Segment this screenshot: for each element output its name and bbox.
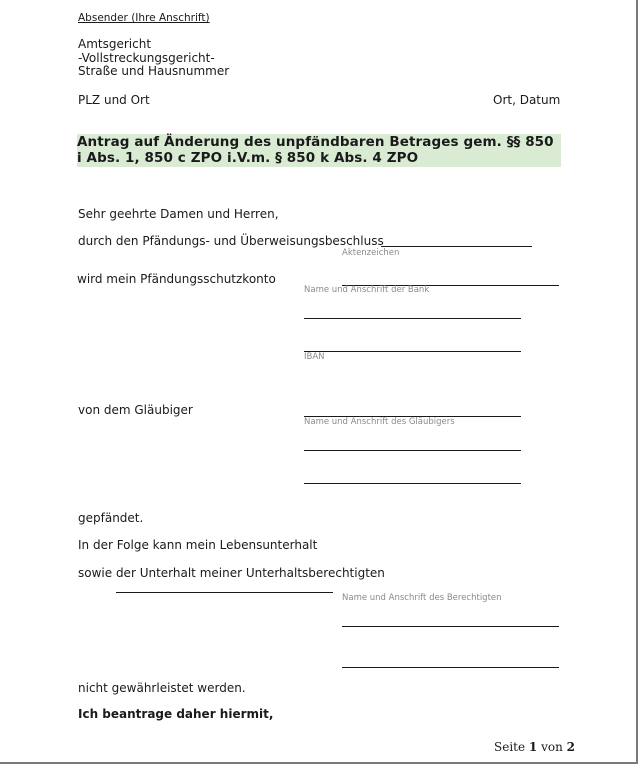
footer-total-pages: 2 (566, 740, 576, 754)
consequence-text: In der Folge kann mein Lebensunterhalt (78, 538, 318, 552)
account-text: wird mein Pfändungsschutzkonto (77, 272, 276, 286)
dependents-line[interactable] (116, 592, 333, 593)
recipient-line-2: -Vollstreckungsgericht- (78, 51, 215, 65)
recipient-line-1: Amtsgericht (78, 37, 152, 51)
creditor-line-3[interactable] (304, 483, 521, 484)
file-number-line[interactable] (381, 246, 532, 247)
page-footer (494, 740, 575, 754)
request-text: Ich beantrage daher hiermit, (78, 707, 274, 721)
recipient-line-3: Straße und Hausnummer (78, 64, 230, 78)
zip-city: PLZ und Ort (78, 93, 150, 107)
footer-current-page: 1 (528, 740, 538, 754)
dependent-line-1[interactable] (342, 626, 559, 627)
creditor-caption: Name und Anschrift des Gläubigers (304, 417, 455, 427)
creditor-line-2[interactable] (304, 450, 521, 451)
title-line-1: Antrag auf Änderung des unpfändbaren Betrages gem. §§ 850 (77, 134, 554, 150)
dependent-caption: Name und Anschrift des Berechtigten (342, 593, 502, 603)
footer-of-word: von (541, 740, 563, 754)
iban-line[interactable] (304, 351, 521, 352)
bank-line-2[interactable] (304, 318, 521, 319)
footer-page-word: Seite (494, 740, 526, 754)
dependent-line-2[interactable] (342, 667, 559, 668)
iban-caption: IBAN (304, 352, 325, 362)
title-line-2: i Abs. 1, 850 c ZPO i.V.m. § 850 k Abs. 4 ZPO (77, 150, 419, 166)
place-date: Ort, Datum (493, 93, 561, 107)
salutation: Sehr geehrte Damen und Herren, (78, 207, 279, 221)
bank-caption: Name und Anschrift der Bank (304, 285, 430, 295)
document-title (77, 134, 561, 167)
dependents-text: sowie der Unterhalt meiner Unterhaltsberechtigten (78, 566, 385, 580)
seized-text: gepfändet. (78, 511, 144, 525)
creditor-text: von dem Gläubiger (78, 403, 193, 417)
not-ensured-text: nicht gewährleistet werden. (78, 681, 246, 695)
decision-text: durch den Pfändungs- und Überweisungsbeschluss (78, 234, 384, 248)
sender-label: Absender (Ihre Anschrift) (78, 12, 210, 24)
file-number-caption: Aktenzeichen (342, 248, 400, 258)
